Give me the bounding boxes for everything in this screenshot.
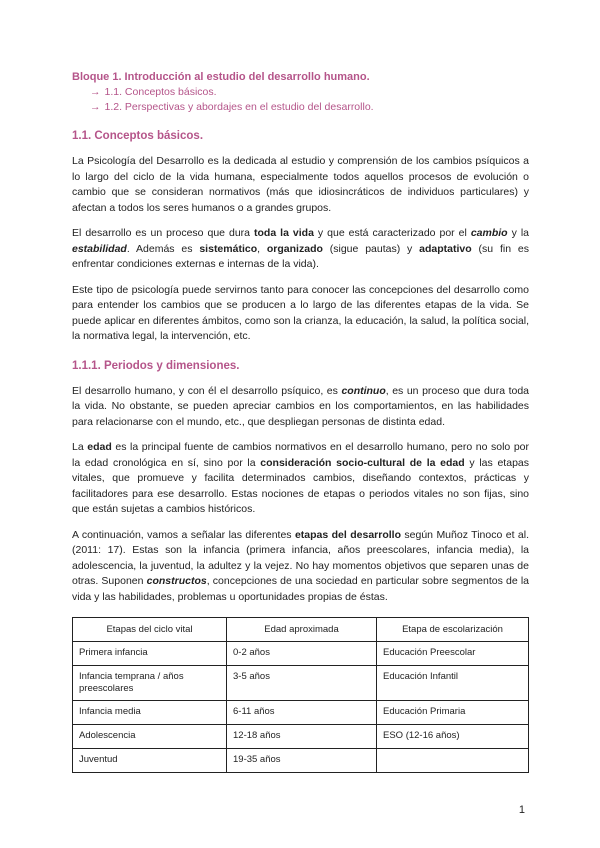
- paragraph: El desarrollo es un proceso que dura toda la vida y que está caracterizado por el cambio y la estabilidad. Además es sistemático, organizado (sigue pautas) y adaptativo (su fin es enfrentar condiciones externas e internas de la vida).: [72, 227, 529, 270]
- paragraph: El desarrollo humano, y con él el desarrollo psíquico, es continuo, es un proceso que dura toda la vida. No obstante, se pueden apreciar cambios en los comportamientos, en las habilidades para relacionarse con el mundo, etc., que despliegan personas de distinta edad.: [72, 384, 530, 428]
- block-title: Bloque 1. Introducción al estudio del desarrollo humano.: [72, 71, 370, 83]
- toc-item-1-2: → 1.2. Perspectivas y abordajes en el estudio del desarrollo.: [90, 101, 374, 113]
- table-cell: Educación Primaria: [377, 701, 529, 725]
- table-cell: ESO (12-16 años): [377, 725, 529, 749]
- stages-table: [72, 617, 529, 773]
- column-header: Etapas del ciclo vital: [73, 618, 227, 642]
- table-cell: Educación Preescolar: [377, 642, 529, 666]
- table-cell: 3-5 años: [227, 666, 377, 701]
- table-cell: 19-35 años: [227, 749, 377, 773]
- table-row: [73, 642, 529, 666]
- paragraph: Este tipo de psicología puede servirnos tanto para conocer las concepciones del desarrollo como para entender los cambios que se producen a lo largo de las diferentes etapas de la vida. Se puede aplicar en diferentes ámbitos, como son la crianza, la educación, la salud, la política social, la normativa legal, la intervención, etc.: [72, 283, 529, 342]
- table-row: [73, 666, 529, 701]
- table-row: [73, 701, 529, 725]
- section-title-1-1: 1.1. Conceptos básicos.: [72, 130, 204, 142]
- table-cell: Adolescencia: [73, 725, 227, 749]
- document-page: [72, 70, 529, 773]
- table-cell: 6-11 años: [227, 701, 377, 725]
- table-row: [73, 749, 529, 773]
- arrow-icon: →: [90, 86, 101, 98]
- table-row: [73, 725, 529, 749]
- toc-item-1-1: → 1.1. Conceptos básicos.: [90, 86, 217, 98]
- table-cell: Infancia media: [73, 701, 227, 725]
- table-cell: Infancia temprana / años preescolares: [73, 666, 227, 701]
- table-cell: 0-2 años: [227, 642, 377, 666]
- paragraph: La edad es la principal fuente de cambios normativos en el desarrollo humano, pero no solo por la edad cronológica en sí, sino por la consideración socio-cultural de la edad y las etapas vitales, que promueve y facilita determinados cambios, diseñando contextos, prácticas y facilitadores para ese desarrollo. Estas nociones de etapas o periodos vitales no son fijas, sino que están sujetas a cambios históricos.: [72, 441, 529, 515]
- table-of-contents: [72, 85, 529, 115]
- page-number: 1: [518, 804, 525, 816]
- column-header: Edad aproximada: [227, 618, 377, 642]
- table-cell: Juventud: [73, 749, 227, 773]
- column-header: Etapa de escolarización: [377, 618, 529, 642]
- paragraph: A continuación, vamos a señalar las diferentes etapas del desarrollo según Muñoz Tinoco et al. (2011: 17). Estas son la infancia (primera infancia, años preescolares, infancia media), la adolescencia, la juventud, la adultez y la vejez. No hay momentos objetivos que separen unas de otras. Suponen constructos, concepciones de una sociedad en particular sobre segmentos de la vida y las habilidades, problemas u oportunidades propias de éstas.: [72, 528, 529, 603]
- section-title-1-1-1: 1.1.1. Periodos y dimensiones.: [72, 359, 240, 372]
- table-cell: Primera infancia: [73, 642, 227, 666]
- arrow-icon: →: [90, 101, 101, 113]
- table-cell: 12-18 años: [227, 725, 377, 749]
- paragraph: La Psicología del Desarrollo es la dedicada al estudio y comprensión de los cambios psíquicos a lo largo del ciclo de la vida humana, especialmente todos aquellos procesos de evolución o cambio que se consideran normativos (más que idiosincráticos de individuos particulares) y afectan a todos los seres humanos o a grandes grupos.: [72, 155, 529, 214]
- table-header-row: [73, 618, 529, 642]
- table-cell: Educación Infantil: [377, 666, 529, 701]
- table-cell: [377, 749, 529, 773]
